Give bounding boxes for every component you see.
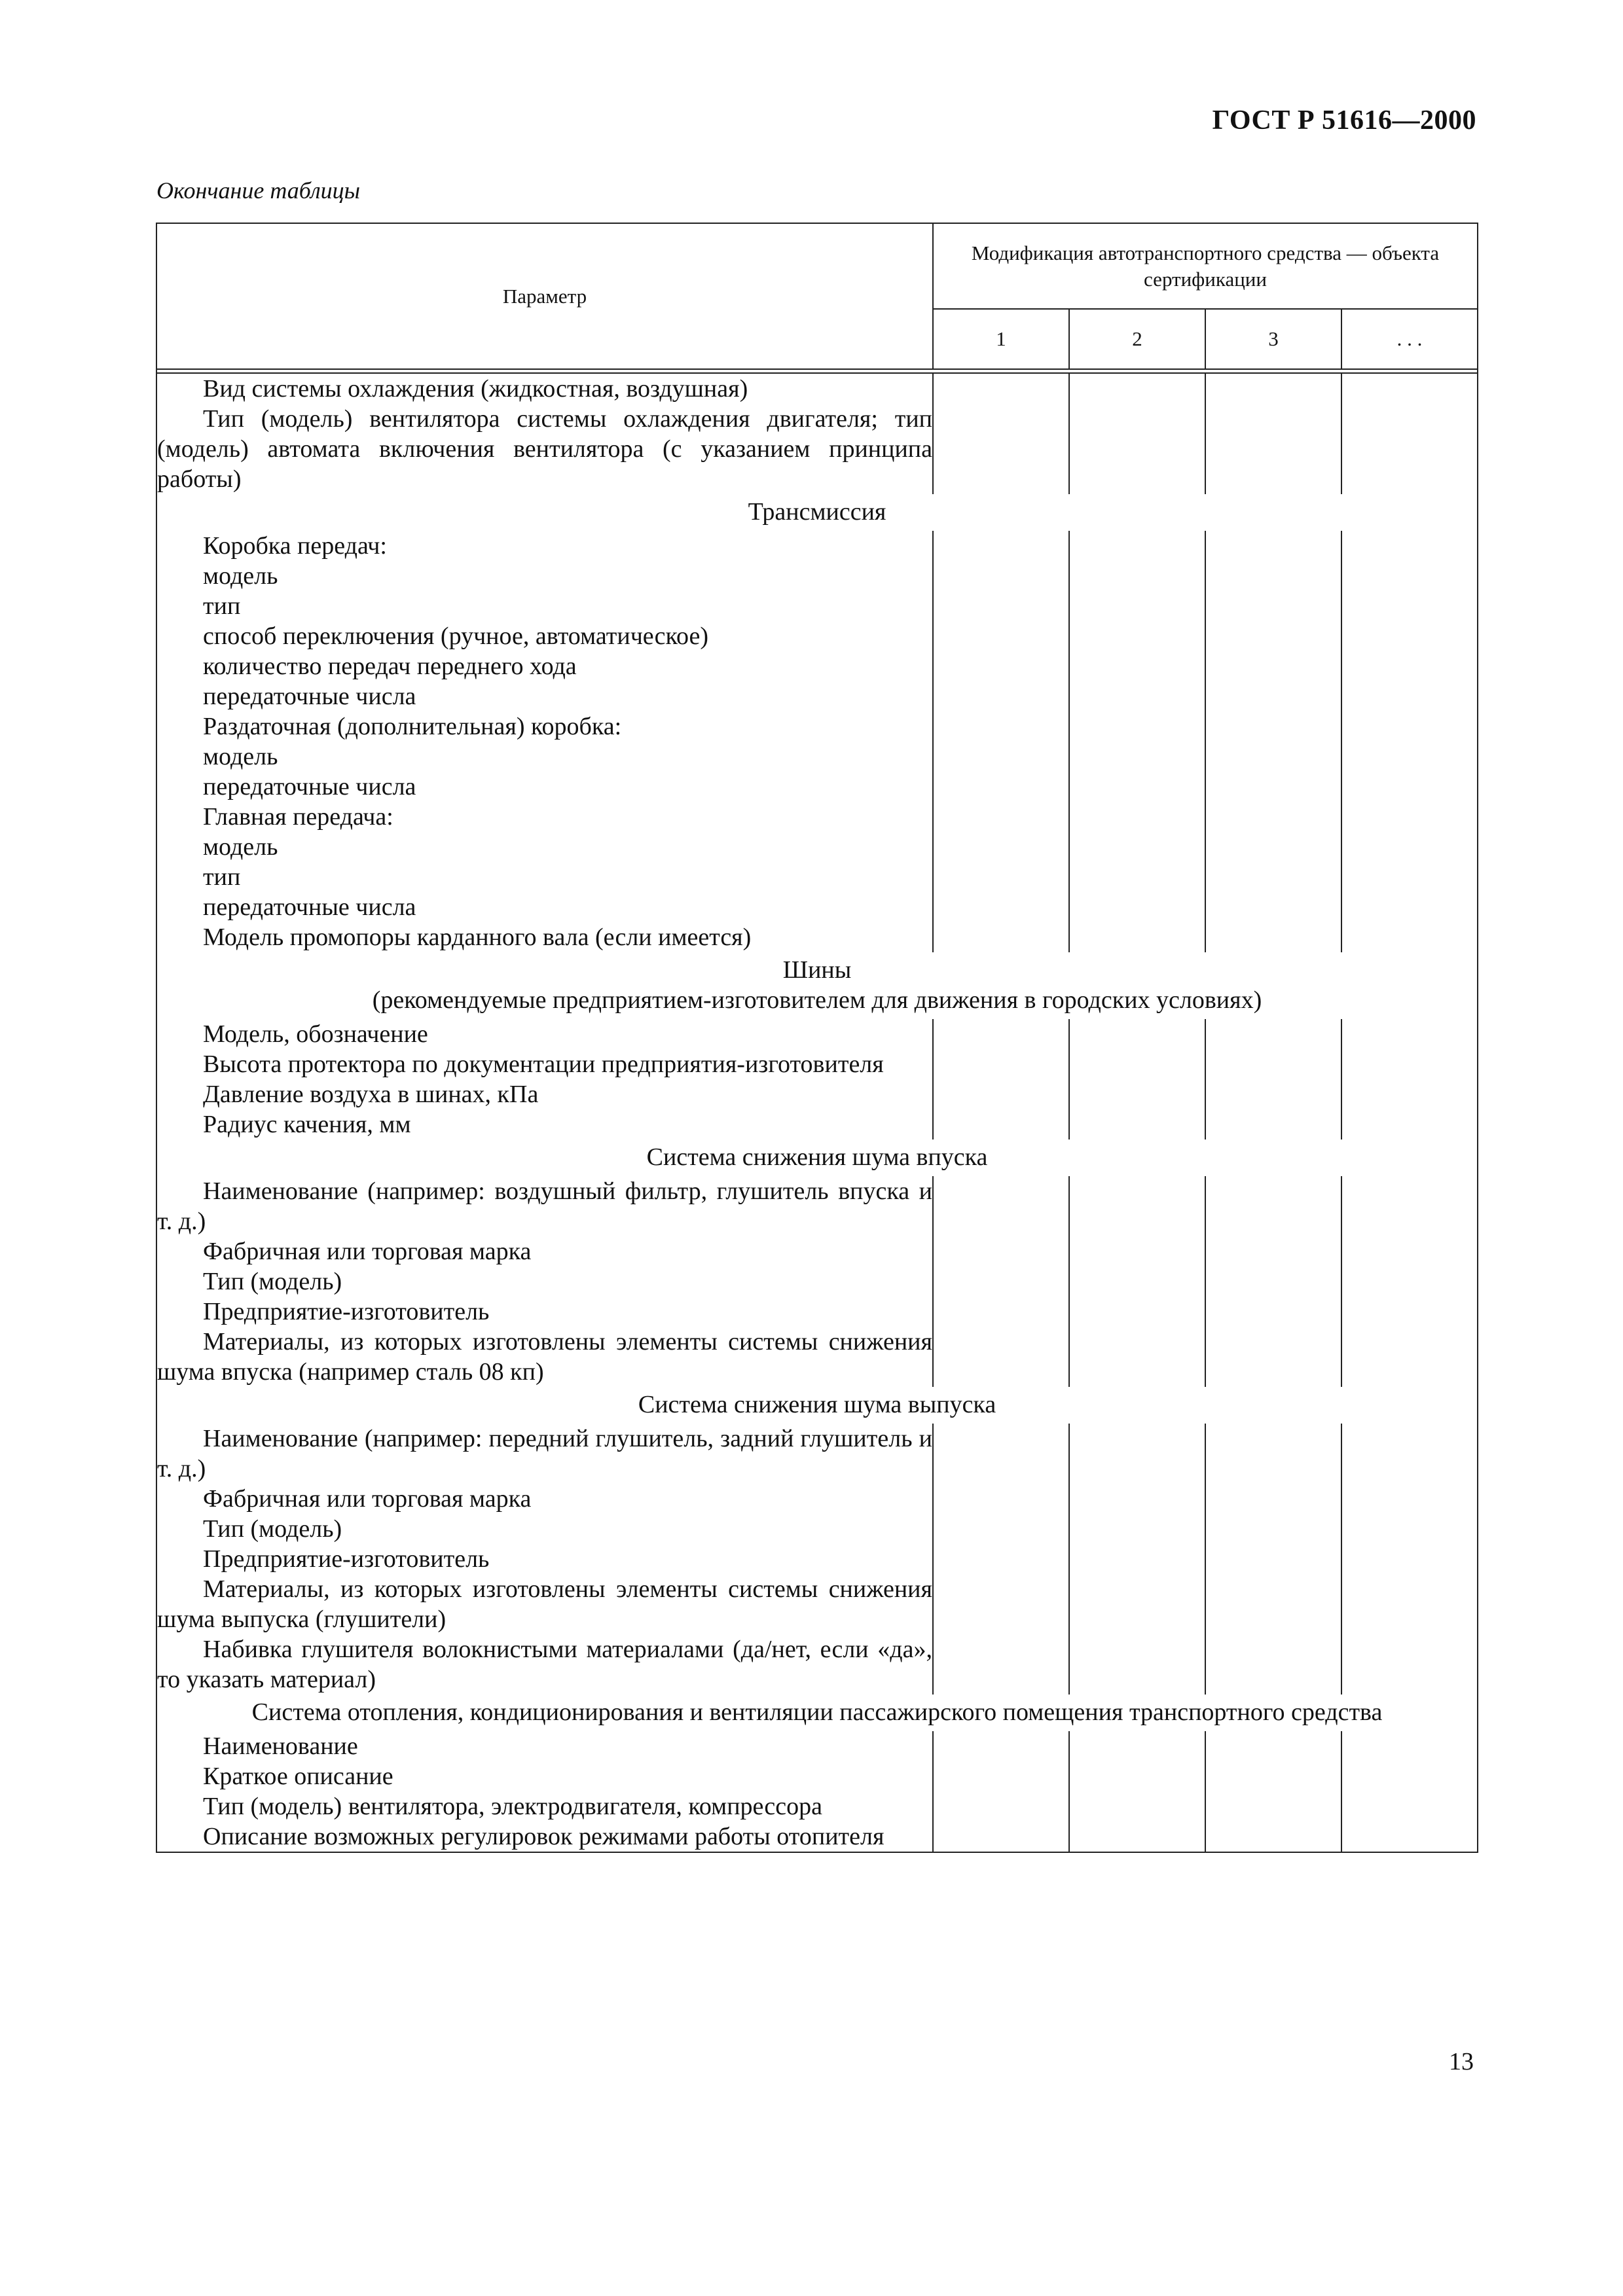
value-cell-4: [1341, 373, 1478, 404]
value-cell-1: [933, 1236, 1069, 1266]
value-cell-1: [933, 1484, 1069, 1514]
table-caption: Окончание таблицы: [156, 177, 361, 204]
parameter-label: модель: [203, 743, 278, 770]
value-cell-3: [1205, 802, 1341, 832]
value-cell-2: [1069, 531, 1205, 561]
value-cell-1: [933, 1821, 1069, 1852]
value-cell-4: [1341, 1266, 1478, 1297]
parameter-cell: [156, 1176, 933, 1236]
header-col-1: 1: [933, 309, 1069, 369]
value-cell-2: [1069, 1327, 1205, 1387]
value-cell-4: [1341, 1327, 1478, 1387]
table-row: [156, 1821, 1478, 1852]
parameter-cell: [156, 772, 933, 802]
parameter-label: передаточные числа: [203, 893, 416, 921]
value-cell-4: [1341, 1791, 1478, 1821]
value-cell-3: [1205, 1176, 1341, 1236]
parameter-label: Фабричная или торговая марка: [203, 1238, 532, 1265]
parameter-label: Наименование: [203, 1732, 358, 1760]
value-cell-3: [1205, 1791, 1341, 1821]
value-cell-4: [1341, 922, 1478, 952]
table-row: [156, 1761, 1478, 1791]
parameter-label: Наименование (например: воздушный фильтр, глушитель впуска и т. д.): [157, 1177, 932, 1235]
parameter-label: Материалы, из которых изготовлены элементы системы снижения шума впуска (например сталь 08 кп): [157, 1328, 932, 1386]
value-cell-4: [1341, 1761, 1478, 1791]
parameter-cell: [156, 1761, 933, 1791]
value-cell-1: [933, 373, 1069, 404]
parameter-cell: [156, 1019, 933, 1049]
table-row: [156, 1266, 1478, 1297]
parameter-cell: [156, 1327, 933, 1387]
value-cell-4: [1341, 561, 1478, 591]
value-cell-3: [1205, 1236, 1341, 1266]
value-cell-1: [933, 681, 1069, 711]
value-cell-1: [933, 1297, 1069, 1327]
section-heading: [156, 1387, 1478, 1424]
table-row: [156, 1424, 1478, 1484]
value-cell-2: [1069, 1109, 1205, 1139]
table-row: [156, 373, 1478, 404]
value-cell-2: [1069, 742, 1205, 772]
value-cell-2: [1069, 1484, 1205, 1514]
table-row: [156, 1327, 1478, 1387]
parameter-label: Наименование (например: передний глушитель, задний глушитель и т. д.): [157, 1425, 932, 1482]
value-cell-1: [933, 1109, 1069, 1139]
section-title: Система снижения шума впуска: [646, 1143, 988, 1171]
table-row: [156, 711, 1478, 742]
parameter-cell: [156, 1297, 933, 1327]
value-cell-1: [933, 1327, 1069, 1387]
parameter-cell: [156, 373, 933, 404]
table-row: [156, 862, 1478, 892]
parameter-label: Набивка глушителя волокнистыми материалами (да/нет, если «да», то указать материал): [157, 1636, 932, 1693]
table-row: [156, 1297, 1478, 1327]
value-cell-2: [1069, 561, 1205, 591]
value-cell-4: [1341, 1544, 1478, 1574]
parameter-label: Краткое описание: [203, 1763, 393, 1790]
parameter-cell: [156, 802, 933, 832]
value-cell-2: [1069, 681, 1205, 711]
parameter-label: Коробка передач:: [203, 532, 387, 560]
header-col-more: . . .: [1341, 309, 1478, 369]
parameter-label: способ переключения (ручное, автоматическое): [203, 622, 709, 650]
value-cell-4: [1341, 742, 1478, 772]
value-cell-3: [1205, 1297, 1341, 1327]
parameter-cell: [156, 621, 933, 651]
value-cell-1: [933, 802, 1069, 832]
value-cell-2: [1069, 651, 1205, 681]
table-row: [156, 404, 1478, 494]
value-cell-4: [1341, 892, 1478, 922]
table-row: [156, 591, 1478, 621]
value-cell-1: [933, 1791, 1069, 1821]
value-cell-4: [1341, 651, 1478, 681]
value-cell-2: [1069, 1019, 1205, 1049]
value-cell-3: [1205, 711, 1341, 742]
section-subtitle: (рекомендуемые предприятием-изготовителем для движения в городских условиях): [372, 986, 1262, 1014]
value-cell-3: [1205, 1574, 1341, 1634]
value-cell-2: [1069, 1079, 1205, 1109]
value-cell-1: [933, 1266, 1069, 1297]
parameter-label: передаточные числа: [203, 773, 416, 800]
value-cell-1: [933, 1176, 1069, 1236]
table-row: [156, 1176, 1478, 1236]
parameters-table: [156, 223, 1478, 1853]
parameter-cell: [156, 681, 933, 711]
value-cell-2: [1069, 862, 1205, 892]
value-cell-3: [1205, 1634, 1341, 1695]
value-cell-2: [1069, 1236, 1205, 1266]
value-cell-1: [933, 892, 1069, 922]
value-cell-1: [933, 862, 1069, 892]
table-row: [156, 531, 1478, 561]
table-row: [156, 1484, 1478, 1514]
section-heading: [156, 1139, 1478, 1176]
value-cell-3: [1205, 892, 1341, 922]
value-cell-2: [1069, 1176, 1205, 1236]
value-cell-2: [1069, 1297, 1205, 1327]
parameter-cell: [156, 1514, 933, 1544]
value-cell-4: [1341, 1109, 1478, 1139]
value-cell-3: [1205, 561, 1341, 591]
value-cell-4: [1341, 681, 1478, 711]
table-row: [156, 1634, 1478, 1695]
table-row: [156, 802, 1478, 832]
value-cell-2: [1069, 802, 1205, 832]
table-row: [156, 1079, 1478, 1109]
value-cell-2: [1069, 1634, 1205, 1695]
section-heading: [156, 494, 1478, 531]
value-cell-1: [933, 1544, 1069, 1574]
value-cell-1: [933, 651, 1069, 681]
section-heading: [156, 952, 1478, 1019]
parameter-cell: [156, 531, 933, 561]
parameter-label: Предприятие-изготовитель: [203, 1298, 490, 1325]
parameter-label: количество передач переднего хода: [203, 653, 577, 680]
parameter-label: Описание возможных регулировок режимами работы отопителя: [203, 1823, 884, 1850]
parameter-cell: [156, 711, 933, 742]
value-cell-4: [1341, 1019, 1478, 1049]
value-cell-3: [1205, 681, 1341, 711]
parameter-label: Предприятие-изготовитель: [203, 1545, 490, 1573]
value-cell-2: [1069, 1574, 1205, 1634]
parameter-label: Фабричная или торговая марка: [203, 1485, 532, 1513]
parameter-cell: [156, 651, 933, 681]
table-row: [156, 772, 1478, 802]
table-row: [156, 1049, 1478, 1079]
parameter-cell: [156, 1544, 933, 1574]
value-cell-1: [933, 531, 1069, 561]
parameter-label: Тип (модель) вентилятора, электродвигателя, компрессора: [203, 1793, 822, 1820]
parameter-label: Модель промопоры карданного вала (если имеется): [203, 924, 752, 951]
value-cell-1: [933, 742, 1069, 772]
value-cell-2: [1069, 922, 1205, 952]
section-heading-row: [156, 952, 1478, 1019]
value-cell-4: [1341, 621, 1478, 651]
value-cell-2: [1069, 621, 1205, 651]
value-cell-2: [1069, 1266, 1205, 1297]
value-cell-2: [1069, 1791, 1205, 1821]
value-cell-3: [1205, 1544, 1341, 1574]
value-cell-1: [933, 1019, 1069, 1049]
parameter-cell: [156, 1236, 933, 1266]
section-heading-row: [156, 1695, 1478, 1731]
parameter-label: Тип (модель) вентилятора системы охлаждения двигателя; тип (модель) автомата включения вентилятора (с указанием принципа работы): [157, 405, 932, 493]
parameter-label: Давление воздуха в шинах, кПа: [203, 1081, 539, 1108]
table-row: [156, 922, 1478, 952]
parameter-label: Тип (модель): [203, 1268, 342, 1295]
value-cell-4: [1341, 1176, 1478, 1236]
parameter-cell: [156, 1634, 933, 1695]
value-cell-4: [1341, 1236, 1478, 1266]
value-cell-1: [933, 1731, 1069, 1761]
value-cell-1: [933, 1049, 1069, 1079]
value-cell-3: [1205, 531, 1341, 561]
value-cell-3: [1205, 1424, 1341, 1484]
value-cell-1: [933, 1574, 1069, 1634]
value-cell-4: [1341, 591, 1478, 621]
parameter-cell: [156, 1079, 933, 1109]
value-cell-1: [933, 1761, 1069, 1791]
parameter-cell: [156, 742, 933, 772]
parameter-label: передаточные числа: [203, 683, 416, 710]
value-cell-3: [1205, 651, 1341, 681]
table-row: [156, 621, 1478, 651]
table-row: [156, 1791, 1478, 1821]
table-body: [156, 373, 1478, 1852]
value-cell-4: [1341, 404, 1478, 494]
value-cell-4: [1341, 802, 1478, 832]
header-col-3: 3: [1205, 309, 1341, 369]
parameter-label: Раздаточная (дополнительная) коробка:: [203, 713, 622, 740]
header-parameter: Параметр: [156, 223, 933, 369]
value-cell-1: [933, 711, 1069, 742]
value-cell-4: [1341, 1297, 1478, 1327]
parameter-label: тип: [203, 592, 241, 620]
value-cell-4: [1341, 1484, 1478, 1514]
parameter-label: модель: [203, 562, 278, 590]
parameter-cell: [156, 832, 933, 862]
parameter-label: тип: [203, 863, 241, 891]
value-cell-4: [1341, 1634, 1478, 1695]
parameter-label: Вид системы охлаждения (жидкостная, воздушная): [203, 375, 748, 403]
value-cell-2: [1069, 832, 1205, 862]
value-cell-3: [1205, 1049, 1341, 1079]
parameter-cell: [156, 1424, 933, 1484]
section-title: Система снижения шума выпуска: [638, 1391, 996, 1418]
value-cell-3: [1205, 772, 1341, 802]
table-row: [156, 832, 1478, 862]
value-cell-3: [1205, 591, 1341, 621]
value-cell-1: [933, 1634, 1069, 1695]
document-id: ГОСТ Р 51616—2000: [1212, 105, 1476, 135]
value-cell-4: [1341, 531, 1478, 561]
section-heading-row: [156, 494, 1478, 531]
value-cell-2: [1069, 1424, 1205, 1484]
value-cell-2: [1069, 373, 1205, 404]
value-cell-4: [1341, 1514, 1478, 1544]
value-cell-4: [1341, 1049, 1478, 1079]
value-cell-2: [1069, 892, 1205, 922]
section-heading-row: [156, 1139, 1478, 1176]
section-title: Трансмиссия: [748, 498, 886, 526]
header-modification: Модификация автотранспортного средства — объекта сертификации: [933, 223, 1478, 309]
section-heading: [156, 1695, 1478, 1731]
value-cell-4: [1341, 1821, 1478, 1852]
value-cell-3: [1205, 1821, 1341, 1852]
value-cell-2: [1069, 1544, 1205, 1574]
table-row: [156, 561, 1478, 591]
value-cell-1: [933, 404, 1069, 494]
value-cell-3: [1205, 404, 1341, 494]
value-cell-1: [933, 1424, 1069, 1484]
value-cell-1: [933, 561, 1069, 591]
value-cell-3: [1205, 1514, 1341, 1544]
table-row: [156, 1544, 1478, 1574]
value-cell-2: [1069, 772, 1205, 802]
parameter-label: Модель, обозначение: [203, 1020, 428, 1048]
value-cell-1: [933, 832, 1069, 862]
value-cell-3: [1205, 621, 1341, 651]
parameter-cell: [156, 1574, 933, 1634]
value-cell-3: [1205, 1019, 1341, 1049]
value-cell-3: [1205, 1327, 1341, 1387]
table-row: [156, 1731, 1478, 1761]
value-cell-2: [1069, 1049, 1205, 1079]
parameter-label: Высота протектора по документации предприятия-изготовителя: [203, 1050, 884, 1078]
value-cell-1: [933, 621, 1069, 651]
value-cell-3: [1205, 862, 1341, 892]
parameter-label: Главная передача:: [203, 803, 393, 831]
parameter-cell: [156, 404, 933, 494]
value-cell-2: [1069, 1821, 1205, 1852]
value-cell-3: [1205, 1079, 1341, 1109]
parameter-cell: [156, 862, 933, 892]
value-cell-4: [1341, 1424, 1478, 1484]
value-cell-2: [1069, 711, 1205, 742]
value-cell-1: [933, 591, 1069, 621]
table-row: [156, 742, 1478, 772]
table-row: [156, 1514, 1478, 1544]
value-cell-3: [1205, 742, 1341, 772]
table-row: [156, 1019, 1478, 1049]
value-cell-4: [1341, 1574, 1478, 1634]
parameter-cell: [156, 1821, 933, 1852]
table-row: [156, 681, 1478, 711]
value-cell-3: [1205, 1266, 1341, 1297]
table-row: [156, 1574, 1478, 1634]
parameter-cell: [156, 1731, 933, 1761]
parameter-cell: [156, 1266, 933, 1297]
value-cell-2: [1069, 1731, 1205, 1761]
table-row: [156, 651, 1478, 681]
parameter-cell: [156, 922, 933, 952]
value-cell-4: [1341, 832, 1478, 862]
value-cell-1: [933, 1514, 1069, 1544]
table-row: [156, 892, 1478, 922]
parameter-cell: [156, 591, 933, 621]
value-cell-4: [1341, 772, 1478, 802]
value-cell-2: [1069, 404, 1205, 494]
table-row: [156, 1236, 1478, 1266]
parameter-cell: [156, 1109, 933, 1139]
page-number: 13: [1449, 2048, 1474, 2075]
parameter-cell: [156, 892, 933, 922]
value-cell-3: [1205, 373, 1341, 404]
section-title: Система отопления, кондиционирования и вентиляции пассажирского помещения транспортного средства: [251, 1698, 1383, 1726]
value-cell-3: [1205, 922, 1341, 952]
value-cell-3: [1205, 1761, 1341, 1791]
value-cell-2: [1069, 591, 1205, 621]
value-cell-1: [933, 1079, 1069, 1109]
value-cell-4: [1341, 862, 1478, 892]
parameter-cell: [156, 1049, 933, 1079]
value-cell-1: [933, 922, 1069, 952]
value-cell-4: [1341, 1731, 1478, 1761]
parameter-label: Материалы, из которых изготовлены элементы системы снижения шума выпуска (глушители): [157, 1575, 932, 1633]
parameter-label: модель: [203, 833, 278, 861]
section-heading-row: [156, 1387, 1478, 1424]
value-cell-3: [1205, 1731, 1341, 1761]
value-cell-2: [1069, 1514, 1205, 1544]
table-row: [156, 1109, 1478, 1139]
parameter-cell: [156, 561, 933, 591]
parameter-label: Радиус качения, мм: [203, 1111, 411, 1138]
parameter-cell: [156, 1791, 933, 1821]
parameter-label: Тип (модель): [203, 1515, 342, 1543]
parameter-cell: [156, 1484, 933, 1514]
value-cell-1: [933, 772, 1069, 802]
value-cell-2: [1069, 1761, 1205, 1791]
value-cell-3: [1205, 1484, 1341, 1514]
value-cell-3: [1205, 832, 1341, 862]
value-cell-4: [1341, 711, 1478, 742]
section-title: Шины: [782, 956, 852, 984]
header-col-2: 2: [1069, 309, 1205, 369]
value-cell-4: [1341, 1079, 1478, 1109]
value-cell-3: [1205, 1109, 1341, 1139]
